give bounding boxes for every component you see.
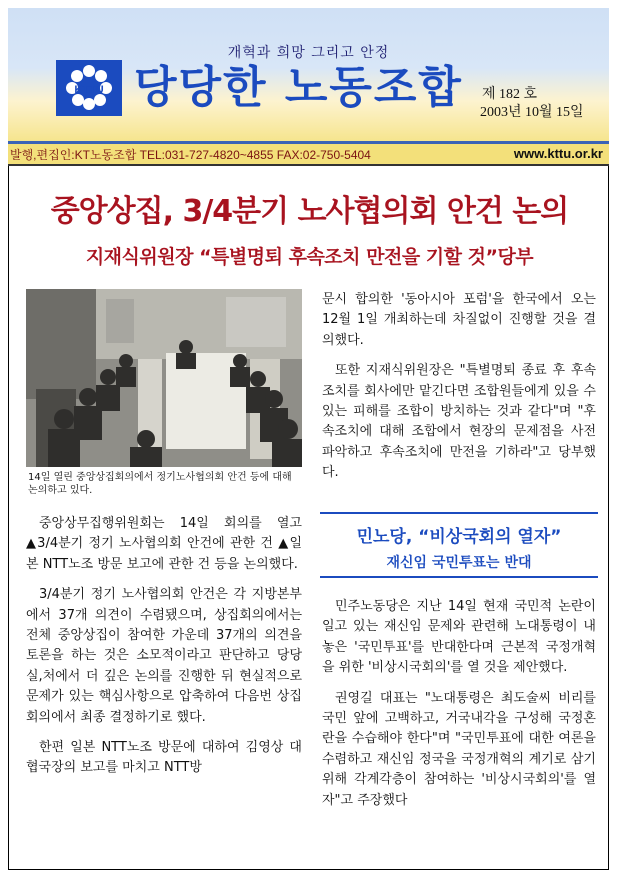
article-body-left	[26, 514, 302, 789]
sidebar-article-subtitle: 재신임 국민투표는 반대	[386, 555, 532, 571]
article-paragraph: 민주노동당은 지난 14일 현재 국민적 논란이 일고 있는 재신임 문제와 관련해 노대통령이 내놓은 '국민투표'를 반대한다며 근본적 국정개혁을 위한 '비상시국회의'를 열 것을 제안했다.	[322, 599, 596, 676]
website-link[interactable]: www.kttu.or.kr	[513, 146, 603, 161]
article-paragraph: 권영길 대표는 "노대통령은 최도술씨 비리를 국민 앞에 고백하고, 거국내각을 구성해 국정혼란을 수습해야 한다"며 "국민투표에 대한 여론을 수렴하고 재신임 정국을 국정개혁의 계기로 삼기 위해 각계각층이 참여하는 '비상시국회의'를 열자"고 주장했다	[322, 690, 596, 808]
article-paragraph: 중앙상무집행위원회는 14일 회의를 열고 ▲3/4분기 정기 노사협의회 안건에 관한 건 ▲일본 NTT노조 방문 보고에 관한 건 등을 논의했다.	[26, 516, 302, 572]
kttu-logo-icon	[56, 60, 122, 116]
article-paragraph: 또한 지재식위원장은 "특별명퇴 종료 후 후속조치를 회사에만 맡긴다면 조합원들에게 있을 수 있는 피해를 조합이 방치하는 것과 같다"며 "후속조치에 대해 조합에서 현장의 문제점을 사전 파악하고 후속조치에 만전을 기하라"고 당부했다.	[322, 363, 596, 481]
photo-caption: 14일 열린 중앙상집회의에서 정기노사협의회 안건 등에 대해 논의하고 있다.	[28, 472, 292, 496]
main-headline: 중앙상집, 3/4분기 노사협의회 안건 논의	[50, 194, 569, 229]
publication-date: 2003년 10월 15일	[480, 105, 584, 120]
publisher-bar	[8, 144, 609, 166]
slogan: 개혁과 희망 그리고 안정	[227, 45, 390, 61]
main-subhead: 지재식위원장 “특별명퇴 후속조치 만전을 기할 것”당부	[85, 246, 534, 268]
publisher-info: 발행,편집인:KT노동조합 TEL:031-727-4820~4855 FAX:02-750-5404	[10, 148, 371, 162]
sidebar-article-title: 민노당, “비상국회의 열자”	[356, 527, 562, 547]
meeting-photo-icon	[26, 289, 302, 467]
issue-number: 제 182 호	[482, 87, 538, 102]
sidebar-article-header	[320, 512, 598, 578]
article-paragraph: 3/4분기 정기 노사협의회 안건은 각 지방본부에서 37개 의견이 수렴됐으며, 상집회의에서는 전체 중앙상집이 참여한 가운데 37개의 의견을 토론을 하는 것은 소모적이라고 판단하고 당당 실,처에서 더 깊은 논의를 진행한 뒤 현실적으로 문제가 있는 핵심사항으로 압축하여 다음번 상집회의에서 최종 결정하기로 했다.	[26, 587, 302, 725]
sidebar-article-body	[322, 597, 596, 821]
logo-text: KTTU	[74, 84, 104, 96]
article-body-right	[322, 290, 596, 494]
paper-title: 당당한 노동조합	[134, 62, 463, 113]
article-paragraph: 한편 일본 NTT노조 방문에 대하여 김영상 대협국장의 보고를 마치고 NTT방	[26, 740, 302, 776]
article-paragraph: 문시 합의한 '동아시아 포럼'을 한국에서 오는 12월 1일 개최하는데 차질없이 진행할 것을 결의했다.	[322, 292, 596, 348]
